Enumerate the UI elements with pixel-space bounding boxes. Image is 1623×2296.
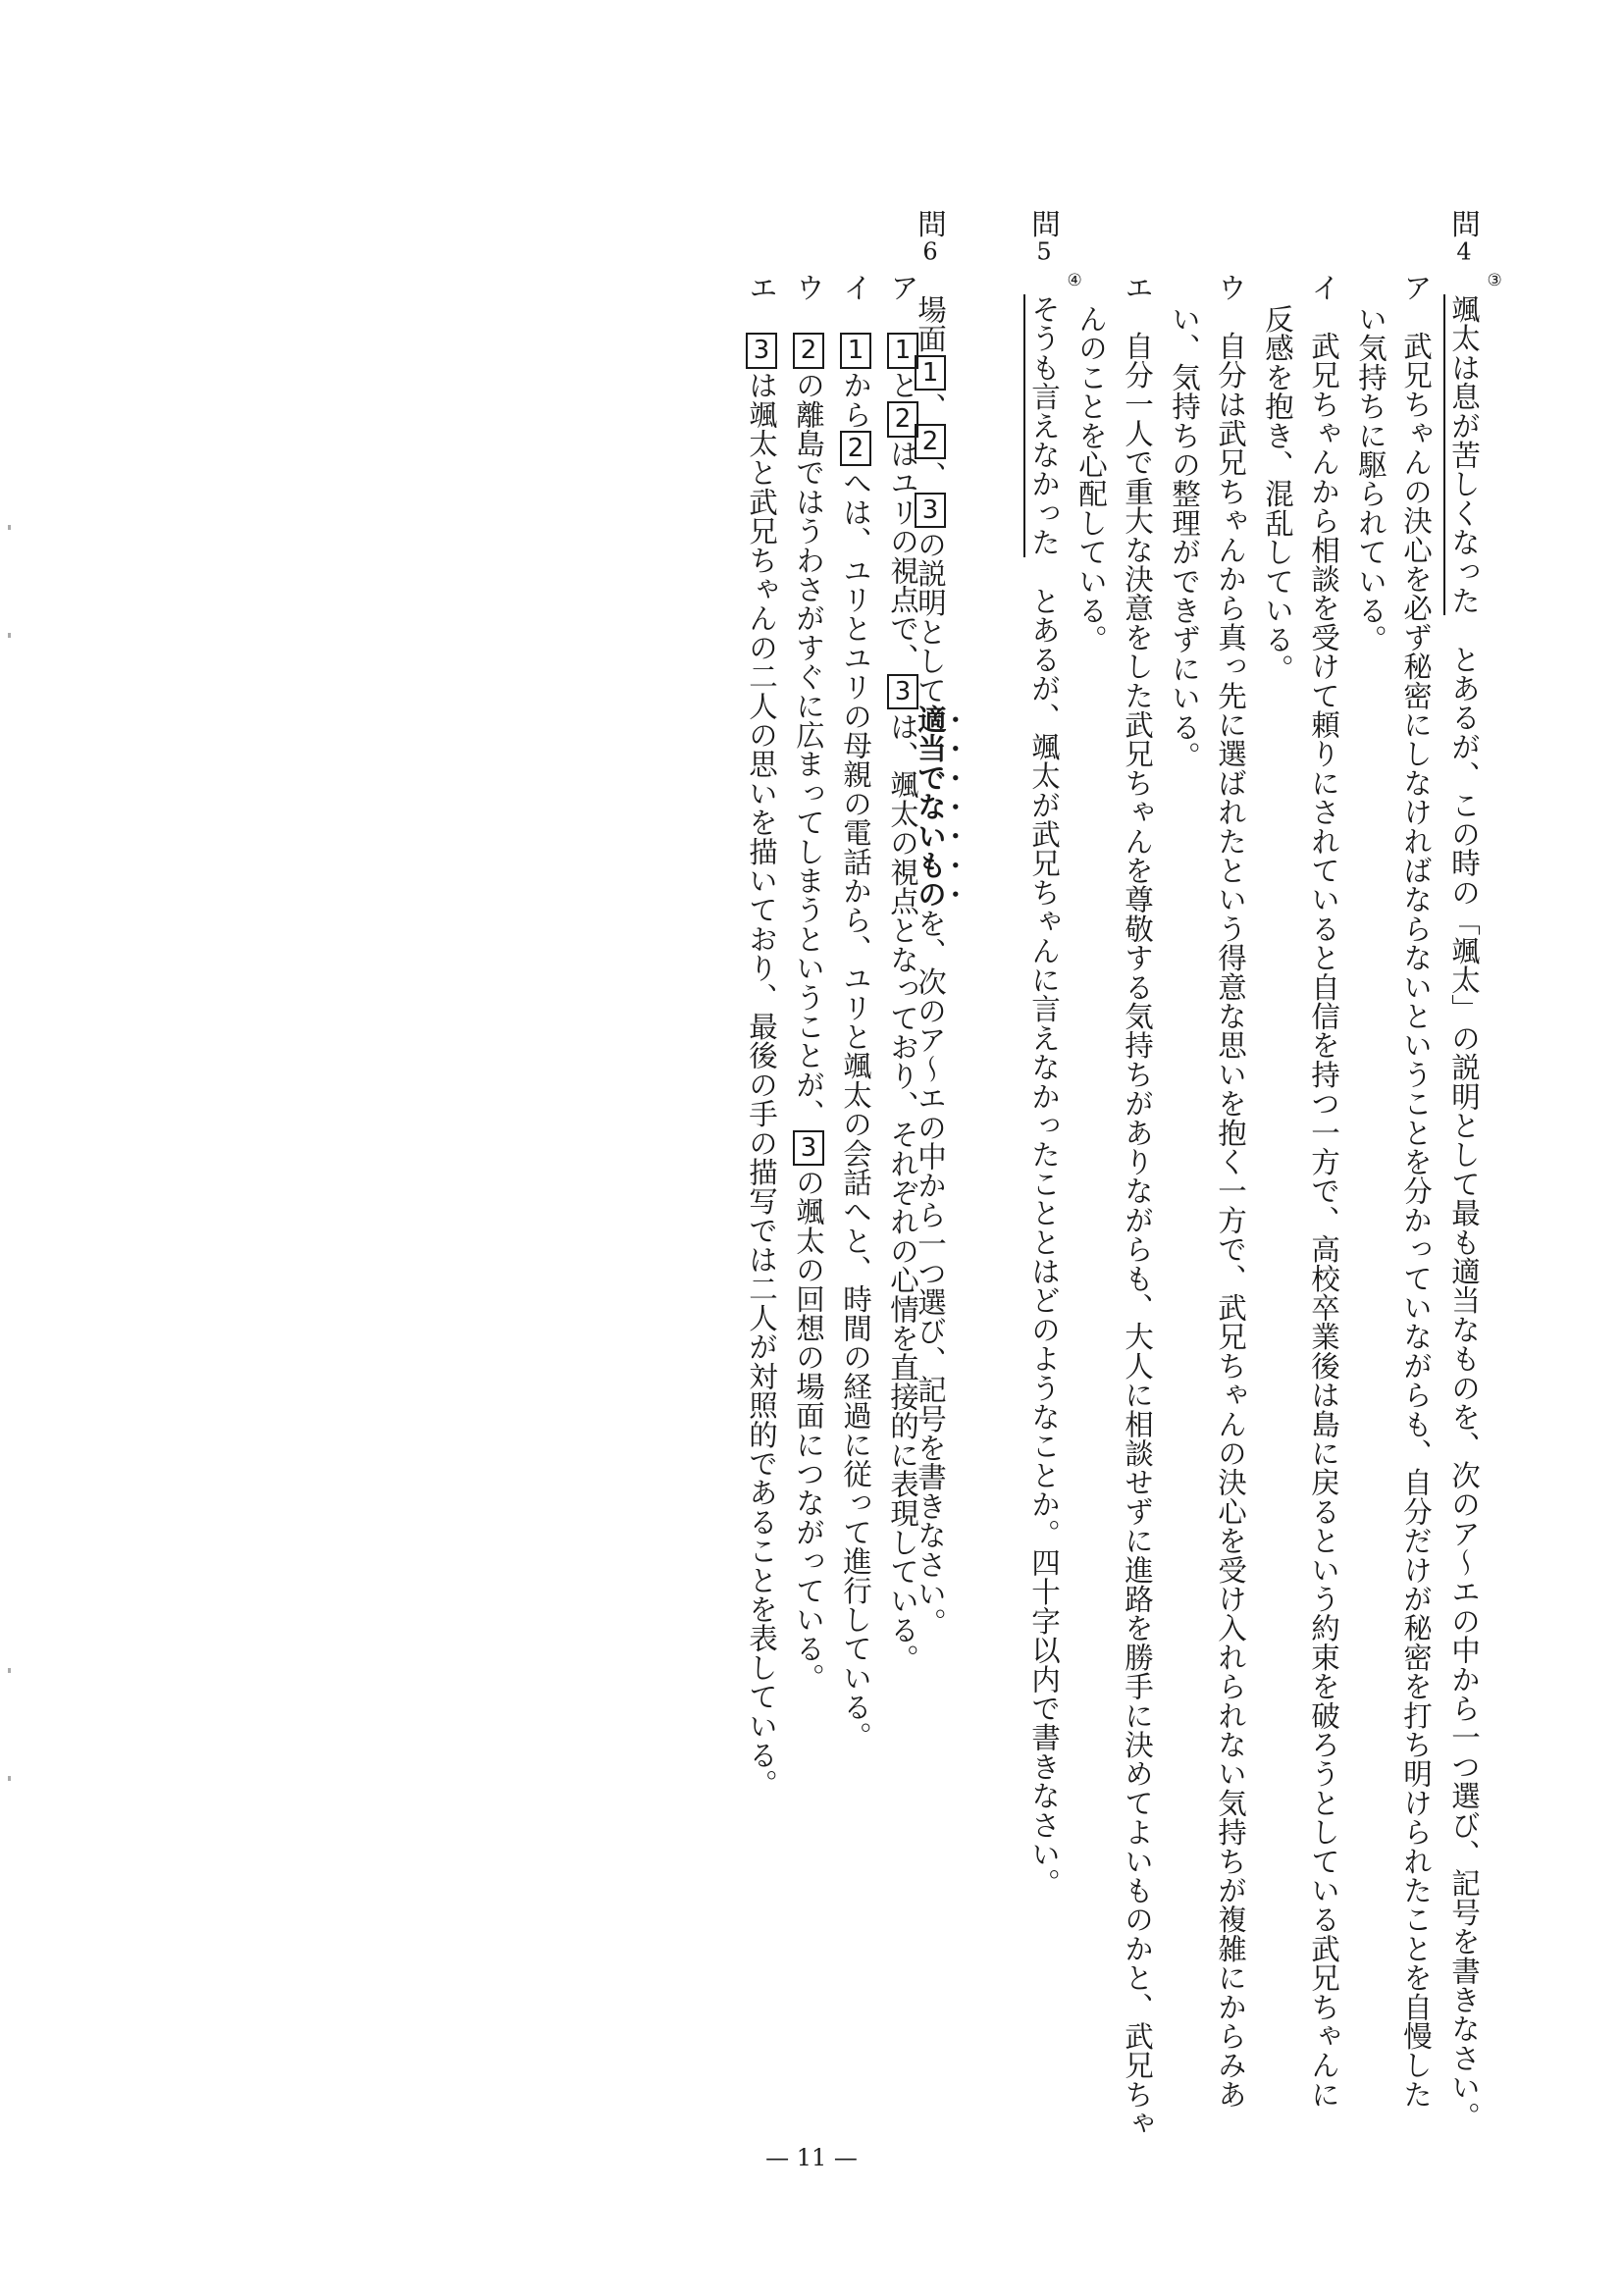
q6-option-u-label: ウ xyxy=(792,273,825,302)
q5-instruction: とあるが、颯太が武兄ちゃんに言えなかったこととはどのようなことか。四十字以内で書きなさい。 xyxy=(1027,586,1061,1898)
q6-option-i-text-1: から xyxy=(839,370,872,430)
scene-box-3: 3 xyxy=(887,674,918,709)
q4-instruction: とあるが、この時の「颯太」の説明として最も適当なものを、次のア～エの中から一つ選び、記号を書きなさい。 xyxy=(1447,644,1481,2131)
scene-box-2: 2 xyxy=(915,424,946,459)
q5-underlined-phrase xyxy=(1023,271,1082,557)
q4-option-i-text-1: 武兄ちゃんから相談を受けて頼りにされていると自信を持つ一方で、高校卒業後は島に戻るという約束を破ろうとしている武兄ちゃんに xyxy=(1307,331,1340,2110)
scene-box-1: 1 xyxy=(840,333,871,368)
q4-option-i-label: イ xyxy=(1307,273,1340,302)
q4-option-e-cont xyxy=(1076,304,1106,653)
circle-3-marker: ③ xyxy=(1487,271,1502,291)
q4-option-i-text-2: 反感を抱き、混乱している。 xyxy=(1261,304,1294,684)
q4-underlined-phrase xyxy=(1443,271,1502,616)
scene-box-1: 1 xyxy=(887,333,918,368)
q6-option-a xyxy=(887,273,918,1673)
q4-underlined-text: 颯太は息が苦しくなった xyxy=(1447,294,1481,616)
q6-option-i-label: イ xyxy=(839,273,872,302)
q4-number: 4 xyxy=(1450,237,1478,266)
q6-prefix: 場面 xyxy=(914,294,947,353)
q6-emphasis: 適当でないもの xyxy=(914,704,947,909)
scan-speck xyxy=(8,1668,11,1673)
q4-option-u-text-2: い、気持ちの整理ができずにいる。 xyxy=(1168,304,1201,771)
q4-option-i xyxy=(1309,273,1338,2109)
scan-speck xyxy=(8,525,11,530)
q4-option-e-label: エ xyxy=(1121,273,1154,302)
q6-stem xyxy=(914,209,965,1637)
q4-option-u-cont xyxy=(1170,304,1199,770)
scene-box-1: 1 xyxy=(915,355,946,391)
q4-option-a-text-1: 武兄ちゃんの決心を必ず秘密にしなければならないということを分かっていながらも、自分だけが秘密を打ち明けられたことを自慢した xyxy=(1399,331,1433,2110)
scene-box-3: 3 xyxy=(915,493,946,528)
q6-option-a-text-2: はユリの視点で、 xyxy=(886,439,919,673)
q5-number: 5 xyxy=(1030,237,1058,266)
q4-option-a-label: ア xyxy=(1399,273,1433,302)
q6-option-a-label: ア xyxy=(886,273,919,302)
scene-box-3: 3 xyxy=(793,1130,824,1166)
scene-box-2: 2 xyxy=(793,333,824,368)
q6-option-e xyxy=(746,273,777,1799)
q6-sep-2: 、 xyxy=(914,460,947,491)
q6-option-a-text-3: は、颯太の視点となっており、それぞれの心情を直接的に表現している。 xyxy=(886,711,919,1674)
q6-instruction: を、次のア～エの中から一つ選び、記号を書きなさい。 xyxy=(914,908,947,1638)
q6-option-e-text-1: は颯太と武兄ちゃんの二人の思いを描いており、最後の手の描写では二人が対照的であることを表している。 xyxy=(745,370,778,1799)
q6-option-i xyxy=(840,273,871,1750)
q4-option-e-text-1: 自分一人で重大な決意をした武兄ちゃんを尊敬する気持ちがありながらも、大人に相談せずに進路を勝手に決めてよいものかと、武兄ちゃ xyxy=(1121,331,1154,2138)
q4-option-u-text-1: 自分は武兄ちゃんから真っ先に選ばれたという得意な思いを抱く一方で、武兄ちゃんの決心を受け入れられない気持ちが複雑にからみあ xyxy=(1214,331,1247,2110)
q6-label: 問 xyxy=(914,209,947,238)
scan-speck xyxy=(8,1776,11,1781)
q5-stem xyxy=(1027,209,1082,1898)
q4-option-e xyxy=(1123,273,1152,2138)
q4-option-u xyxy=(1216,273,1245,2109)
q6-option-u-text-2: の颯太の回想の場面につながっている。 xyxy=(792,1168,825,1693)
q5-label: 問 xyxy=(1027,209,1061,238)
q6-option-i-text-2: へは、ユリとユリの母親の電話から、ユリと颯太の会話へと、時間の経過に従って進行している。 xyxy=(839,468,872,1751)
q4-label: 問 xyxy=(1447,209,1481,238)
circle-4-marker: ④ xyxy=(1067,271,1082,291)
q6-option-u xyxy=(793,273,824,1693)
q4-option-a-cont xyxy=(1356,304,1386,653)
q4-option-i-cont xyxy=(1263,304,1292,683)
q4-option-e-text-2: んのことを心配している。 xyxy=(1074,304,1108,654)
scene-box-3: 3 xyxy=(746,333,777,368)
q4-option-a xyxy=(1401,273,1431,2109)
q6-option-e-label: エ xyxy=(745,273,778,302)
q4-option-u-label: ウ xyxy=(1214,273,1247,302)
q6-sep-1: 、 xyxy=(914,392,947,422)
scene-box-2: 2 xyxy=(887,401,918,437)
q6-mid: の説明として xyxy=(914,529,947,705)
q5-underlined-text: そうも言えなかった xyxy=(1027,294,1061,557)
q4-stem xyxy=(1447,209,1502,2131)
page-number: — 11 — xyxy=(765,2144,858,2171)
scene-box-2: 2 xyxy=(840,431,871,466)
q6-number: 6 xyxy=(916,237,944,266)
q4-option-a-text-2: い気持ちに駆られている。 xyxy=(1354,304,1387,654)
q6-option-a-text-1: と xyxy=(886,370,919,400)
scan-speck xyxy=(8,633,11,638)
q6-option-u-text-1: の離島ではうわさがすぐに広まってしまうということが、 xyxy=(792,370,825,1128)
